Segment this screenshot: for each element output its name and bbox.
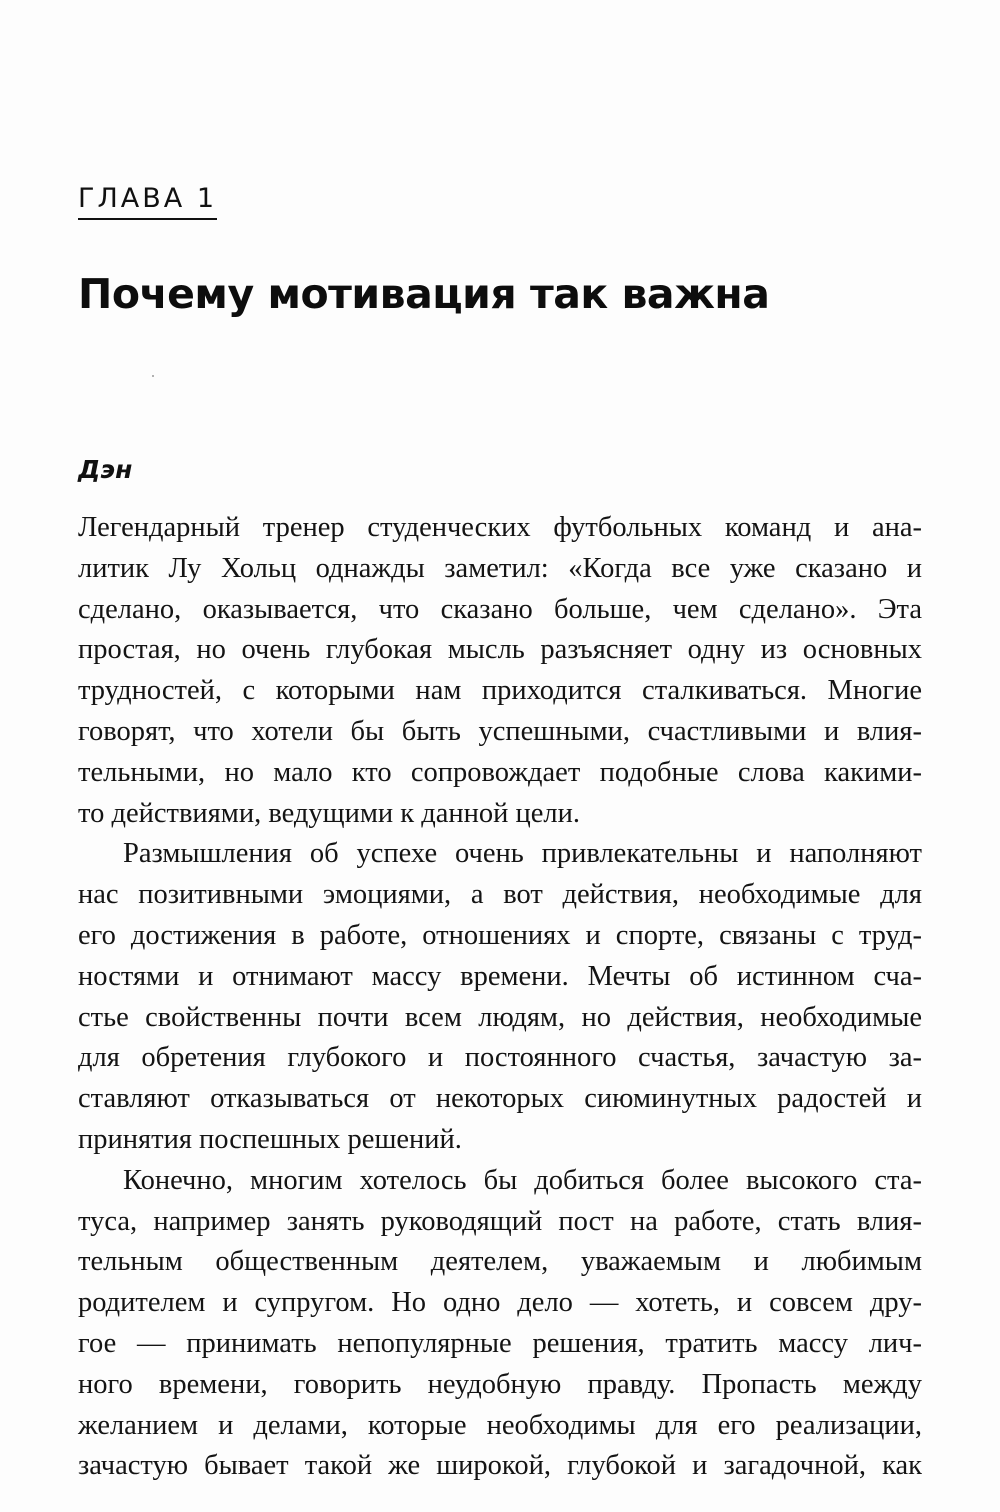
text-line: простая, но очень глубокая мысль разъясняет одну из основных bbox=[78, 634, 922, 666]
text-line: принятия поспешных решений. bbox=[78, 1123, 462, 1155]
text-line: ного времени, говорить неудобную правду. Пропасть между bbox=[78, 1368, 922, 1400]
chapter-label: ГЛАВА 1 bbox=[78, 183, 217, 220]
text-line: туса, например занять руководящий пост на работе, стать влия- bbox=[78, 1205, 922, 1237]
text-line: трудностей, с которыми нам приходится сталкиваться. Многие bbox=[78, 675, 922, 707]
text-line: сделано, оказывается, что сказано больше, чем сделано». Эта bbox=[78, 593, 922, 625]
text-line: его достижения в работе, отношениях и спорте, связаны с труд- bbox=[78, 919, 922, 951]
text-line: нас позитивными эмоциями, а вот действия, необходимые для bbox=[78, 879, 922, 911]
text-line: желанием и делами, которые необходимы для его реализации, bbox=[78, 1409, 922, 1441]
text-line: ставляют отказываться от некоторых сиюминутных радостей и bbox=[78, 1083, 922, 1115]
text-line: гое — принимать непопулярные решения, тратить массу лич- bbox=[78, 1327, 922, 1359]
text-line: Конечно, многим хотелось бы добиться более высокого ста- bbox=[123, 1164, 922, 1196]
paragraph-2 bbox=[78, 834, 922, 1160]
chapter-title: Почему мотивация так важна bbox=[78, 270, 770, 318]
text-line: Легендарный тренер студенческих футбольных команд и ана- bbox=[78, 512, 922, 543]
text-line: то действиями, ведущими к данной цели. bbox=[78, 797, 580, 829]
section-author-heading: Дэн bbox=[78, 455, 133, 484]
text-line: зачастую бывает такой же широкой, глубокой и загадочной, как bbox=[78, 1450, 922, 1482]
text-line: тельным общественным деятелем, уважаемым и любимым bbox=[78, 1246, 922, 1278]
paragraph-3 bbox=[78, 1161, 922, 1487]
text-line: стье свойственны почти всем людям, но действия, необходимые bbox=[78, 1001, 922, 1033]
text-line: ностями и отнимают массу времени. Мечты об истинном сча- bbox=[78, 960, 922, 992]
text-line: тельными, но мало кто сопровождает подобные слова какими- bbox=[78, 756, 922, 788]
text-line: говорят, что хотели бы быть успешными, счастливыми и влия- bbox=[78, 715, 922, 747]
paper-speck bbox=[152, 375, 154, 377]
text-line: Размышления об успехе очень привлекательны и наполняют bbox=[123, 838, 922, 870]
text-line: родителем и супругом. Но одно дело — хотеть, и совсем дру- bbox=[78, 1287, 922, 1319]
text-line: литик Лу Хольц однажды заметил: «Когда все уже сказано и bbox=[78, 552, 922, 584]
text-line: для обретения глубокого и постоянного счастья, зачастую за- bbox=[78, 1042, 922, 1074]
paragraph-1 bbox=[78, 508, 922, 834]
body-text bbox=[78, 508, 922, 1487]
